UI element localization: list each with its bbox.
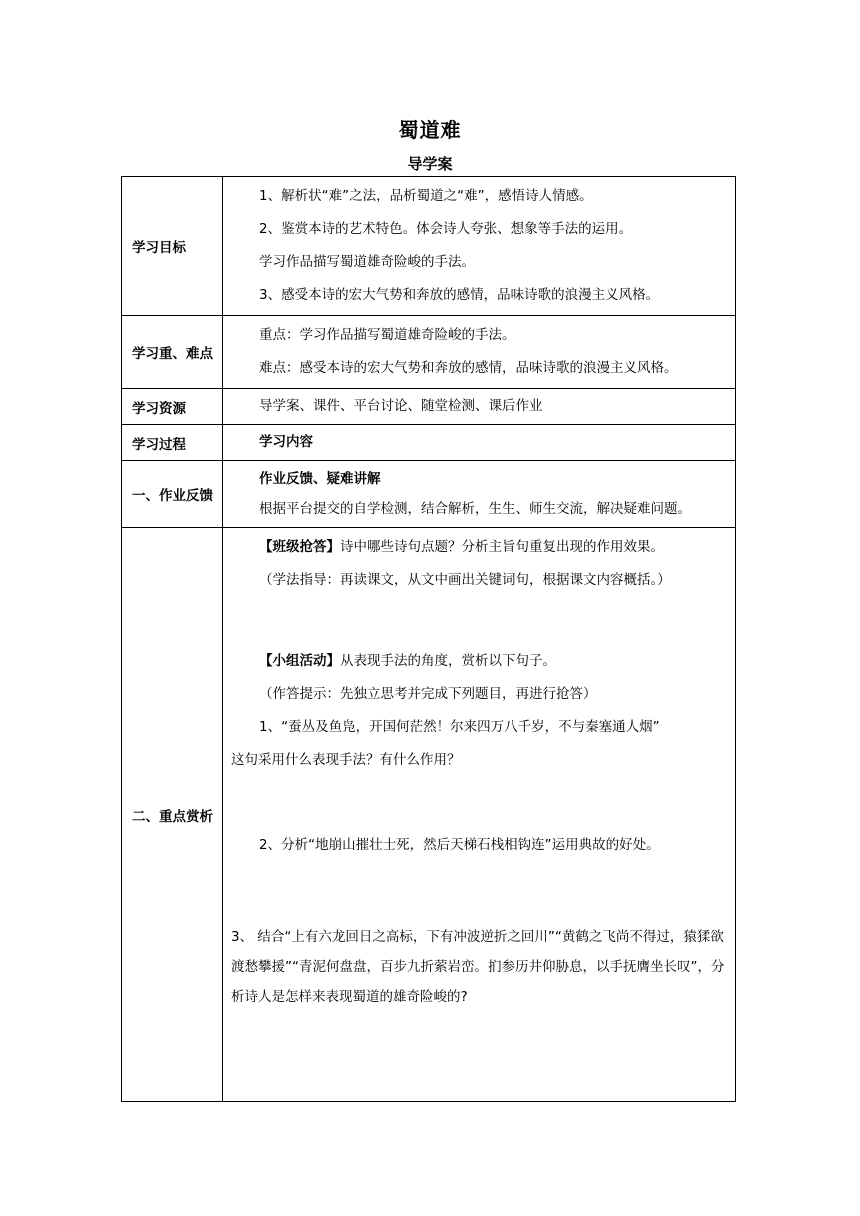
focus-line-key: 重点：学习作品描写蜀道雄奇险峻的手法。 [259, 327, 516, 343]
resources-content [223, 389, 736, 425]
process-content [223, 425, 736, 461]
row-label-focus: 学习重、难点 [122, 316, 223, 389]
group-activity [231, 641, 731, 678]
row-label-feedback: 一、作业反馈 [122, 461, 223, 528]
row-appreciation [122, 528, 736, 1102]
process-text: 学习内容 [259, 434, 313, 450]
goal-line-2: 2、鉴赏本诗的艺术特色。体会诗人夸张、想象等手法的运用。 [259, 221, 633, 237]
row-goals [122, 177, 736, 316]
question-3: 3、 结合“上有六龙回日之高标，下有冲波逆折之回川”“黄鹤之飞尚不得过，猿猱欲渡愁攀援”“青泥何盘盘，百步九折萦岩峦。扪参历井仰胁息，以手抚膺坐长叹”，分析诗人是怎样来表现蜀道的雄奇险峻的? [231, 929, 725, 1005]
row-process [122, 425, 736, 461]
feedback-text: 根据平台提交的自学检测，结合解析，生生、师生交流，解决疑难问题。 [259, 500, 691, 517]
answer-space-class [231, 597, 731, 641]
row-label-process: 学习过程 [122, 425, 223, 461]
focus-line-difficult: 难点：感受本诗的宏大气势和奔放的感情，品味诗歌的浪漫主义风格。 [259, 360, 678, 376]
row-focus [122, 316, 736, 389]
class-answer-tag: 【班级抢答】 [259, 539, 340, 555]
study-plan-table [121, 176, 736, 1102]
document-title: 蜀道难 [398, 118, 462, 142]
class-question [231, 531, 731, 564]
question-1-line-1: 1、“蚕丛及鱼凫，开国何茫然！尔来四万八千岁，不与秦塞通人烟” [259, 719, 660, 735]
group-activity-text: 从表现手法的角度，赏析以下句子。 [340, 653, 556, 669]
document-subtitle: 导学案 [407, 155, 453, 173]
focus-content [223, 316, 736, 389]
goal-line-1: 1、解析状“难”之法，品析蜀道之“难”，感悟诗人情感。 [259, 188, 593, 204]
answer-space-q2 [231, 862, 731, 922]
question-1-line-2: 这句采用什么表现手法？有什么作用？ [231, 752, 461, 768]
group-activity-tag: 【小组活动】 [259, 653, 340, 669]
class-hint: （学法指导：再读课文，从文中画出关键词句，根据课文内容概括。） [259, 572, 671, 588]
appreciation-content [223, 528, 736, 1102]
goal-line-4: 3、感受本诗的宏大气势和奔放的感情，品味诗歌的浪漫主义风格。 [259, 287, 660, 303]
row-label-appreciation: 二、重点赏析 [122, 528, 223, 1102]
row-label-goals: 学习目标 [122, 177, 223, 316]
answer-space-q3 [231, 1012, 731, 1038]
goals-content [223, 177, 736, 316]
class-question-text: 诗中哪些诗句点题？分析主旨句重复出现的作用效果。 [340, 539, 664, 555]
answer-space-q1 [231, 777, 731, 829]
goal-line-3: 学习作品描写蜀道雄奇险峻的手法。 [259, 254, 475, 270]
feedback-content [223, 461, 736, 528]
row-feedback [122, 461, 736, 528]
row-label-resources: 学习资源 [122, 389, 223, 425]
question-2: 2、分析“地崩山摧壮士死，然后天梯石栈相钩连”运用典故的好处。 [259, 837, 660, 853]
resources-text: 导学案、课件、平台讨论、随堂检测、课后作业 [259, 398, 543, 414]
group-hint: （作答提示：先独立思考并完成下列题目，再进行抢答） [259, 686, 597, 702]
row-resources [122, 389, 736, 425]
feedback-heading: 作业反馈、疑难讲解 [259, 470, 381, 487]
